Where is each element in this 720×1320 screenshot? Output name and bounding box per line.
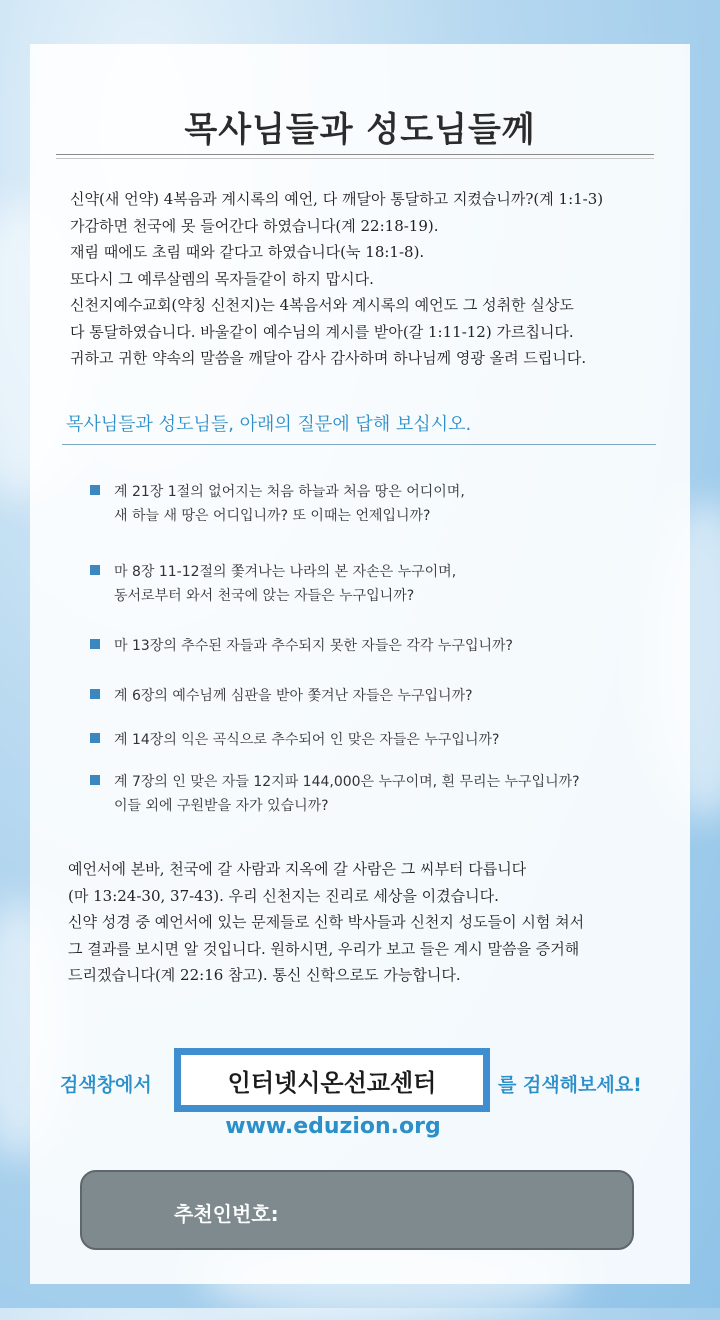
intro-paragraph — [70, 186, 670, 372]
square-bullet-icon — [90, 485, 100, 495]
question-line: 계 21장 1절의 없어지는 처음 하늘과 처음 땅은 어디이며, — [114, 484, 465, 500]
question-line: 계 6장의 예수님께 심판을 받아 쫓겨난 자들은 누구입니까? — [114, 688, 473, 704]
intro-line: 또다시 그 예루살렘의 목자들같이 하지 맙시다. — [70, 269, 374, 288]
search-prefix-label: 검색창에서 — [60, 1074, 152, 1096]
square-bullet-icon — [90, 775, 100, 785]
notice-panel — [30, 44, 690, 1284]
intro-line: 재림 때에도 초림 때와 같다고 하였습니다(눅 18:1-8). — [70, 243, 425, 261]
question-line: 마 8장 11-12절의 쫓겨나는 나라의 본 자손은 누구이며, — [114, 564, 457, 580]
outro-line: 드리겠습니다(계 22:16 참고). 통신 신학으로도 가능합니다. — [68, 966, 461, 984]
intro-line: 신천지예수교회(약칭 신천지)는 4복음서와 계시록의 예언도 그 성취한 실상도 — [70, 296, 574, 314]
intro-line: 신약(새 언약) 4복음과 계시록의 예언, 다 깨달아 통달하고 지켰습니까?(계 1:1-3) — [70, 190, 604, 208]
square-bullet-icon — [90, 565, 100, 575]
square-bullet-icon — [90, 689, 100, 699]
question-line: 계 7장의 인 맞은 자들 12지파 144,000은 누구이며, 흰 무리는 누구입니까? — [114, 774, 580, 790]
search-callout — [30, 1048, 690, 1118]
closing-paragraph — [68, 856, 678, 989]
square-bullet-icon — [90, 733, 100, 743]
title-divider-secondary — [56, 158, 654, 159]
title-divider — [56, 154, 654, 155]
search-suffix-label: 를 검색해보세요! — [498, 1074, 642, 1096]
intro-line: 다 통달하였습니다. 바울같이 예수님의 계시를 받아(갈 1:11-12) 가르칩니다. — [70, 322, 574, 341]
square-bullet-icon — [90, 639, 100, 649]
intro-line: 귀하고 귀한 약속의 말씀을 깨달아 감사 감사하며 하나님께 영광 올려 드립니다. — [70, 349, 587, 367]
search-keyword: 인터넷시온선교센터 — [181, 1055, 483, 1105]
question-line: 새 하늘 새 땅은 어디입니까? 또 이때는 언제입니까? — [114, 508, 431, 524]
question-line: 동서로부터 와서 천국에 앉는 자들은 누구입니까? — [114, 588, 415, 604]
website-link[interactable]: www.eduzion.org — [225, 1114, 441, 1139]
search-keyword-box[interactable] — [174, 1048, 490, 1112]
questions-divider — [62, 444, 656, 445]
referral-number-field[interactable] — [80, 1170, 634, 1250]
page-title: 목사님들과 성도님들께 — [184, 110, 536, 150]
question-line: 이들 외에 구원받을 자가 있습니까? — [114, 798, 329, 814]
outro-line: (마 13:24-30, 37-43). 우리 신천지는 진리로 세상을 이겼습니다. — [68, 886, 499, 905]
outro-line: 예언서에 본바, 천국에 갈 사람과 지옥에 갈 사람은 그 씨부터 다릅니다 — [68, 860, 527, 878]
intro-line: 가감하면 천국에 못 들어간다 하였습니다(계 22:18-19). — [70, 216, 439, 235]
questions-heading: 목사님들과 성도님들, 아래의 질문에 답해 보십시오. — [66, 414, 472, 435]
question-line: 마 13장의 추수된 자들과 추수되지 못한 자들은 각각 누구입니까? — [114, 638, 513, 654]
referral-label: 추천인번호: — [174, 1202, 279, 1226]
outro-line: 신약 성경 중 예언서에 있는 문제들로 신학 박사들과 신천지 성도들이 시험 쳐서 — [68, 913, 585, 931]
question-line: 계 14장의 익은 곡식으로 추수되어 인 맞은 자들은 누구입니까? — [114, 732, 500, 748]
outro-line: 그 결과를 보시면 알 것입니다. 원하시면, 우리가 보고 들은 계시 말씀을 증거해 — [68, 939, 580, 958]
